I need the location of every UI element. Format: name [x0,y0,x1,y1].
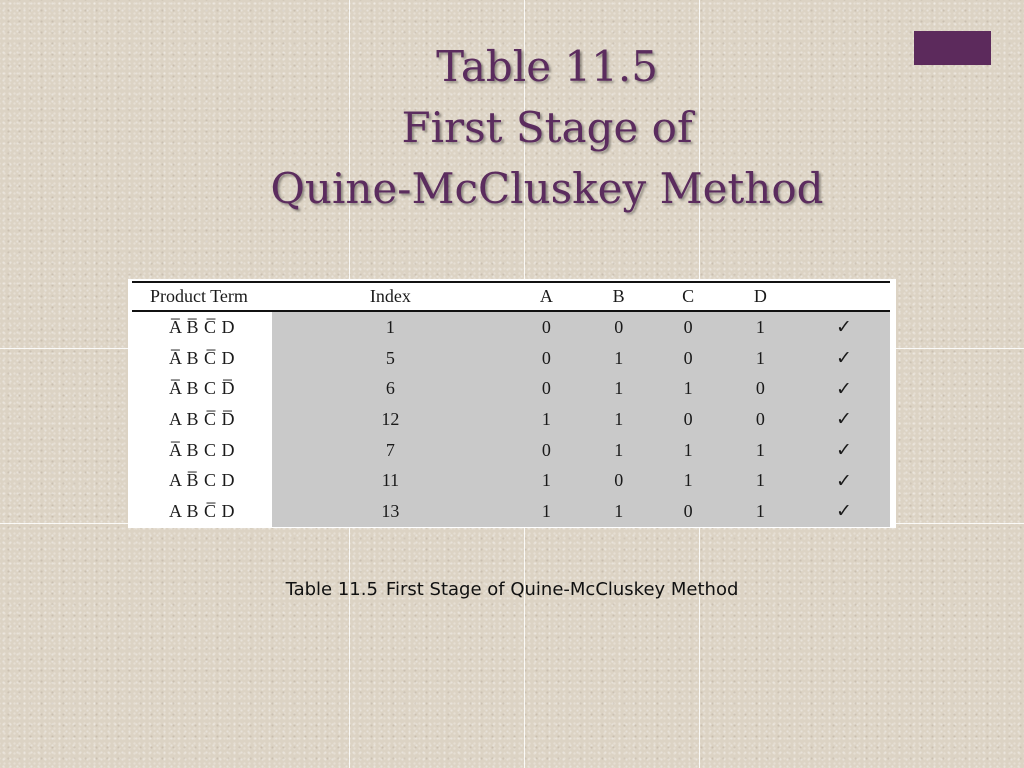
product-term: A̅ B C D [132,435,272,466]
b-cell: 0 [584,311,653,343]
d-cell: 1 [723,435,798,466]
table-row [132,311,890,343]
d-cell: 0 [723,404,798,435]
d-cell: 0 [723,373,798,404]
table-row [132,373,890,404]
table-row [132,343,890,374]
b-cell: 1 [584,373,653,404]
check-icon: ✓ [798,465,890,496]
d-cell: 1 [723,465,798,496]
d-cell: 1 [723,496,798,527]
index-cell: 13 [272,496,509,527]
column-header: D [723,282,798,311]
check-icon: ✓ [798,496,890,527]
index-cell: 11 [272,465,509,496]
b-cell: 1 [584,404,653,435]
c-cell: 0 [653,343,722,374]
a-cell: 0 [509,311,584,343]
table-figure [128,279,896,528]
index-cell: 12 [272,404,509,435]
a-cell: 0 [509,343,584,374]
table-row [132,465,890,496]
check-icon: ✓ [798,343,890,374]
column-header: B [584,282,653,311]
title-line: First Stage of [401,103,693,152]
table-caption [0,579,1024,600]
check-icon: ✓ [798,311,890,343]
title-line: Table 11.5 [436,42,658,91]
caption-text: First Stage of Quine-McCluskey Method [385,579,739,600]
column-header: C [653,282,722,311]
b-cell: 1 [584,496,653,527]
c-cell: 1 [653,465,722,496]
a-cell: 1 [509,404,584,435]
product-term: A B̅ C D [132,465,272,496]
product-term: A̅ B C̅ D [132,343,272,374]
slide-title [0,36,1024,219]
index-cell: 1 [272,311,509,343]
index-cell: 7 [272,435,509,466]
index-cell: 5 [272,343,509,374]
b-cell: 0 [584,465,653,496]
column-header [798,282,890,311]
b-cell: 1 [584,343,653,374]
a-cell: 1 [509,465,584,496]
a-cell: 0 [509,435,584,466]
d-cell: 1 [723,343,798,374]
c-cell: 0 [653,496,722,527]
title-line: Quine-McCluskey Method [270,164,824,213]
index-cell: 6 [272,373,509,404]
product-term: A B C̅ D̅ [132,404,272,435]
column-header: A [509,282,584,311]
column-header: Index [272,282,509,311]
table-row [132,404,890,435]
product-term: A B C̅ D [132,496,272,527]
table-row [132,435,890,466]
d-cell: 1 [723,311,798,343]
quine-mccluskey-table [132,281,890,527]
b-cell: 1 [584,435,653,466]
a-cell: 0 [509,373,584,404]
c-cell: 0 [653,311,722,343]
a-cell: 1 [509,496,584,527]
product-term: A̅ B̅ C̅ D [132,311,272,343]
check-icon: ✓ [798,435,890,466]
check-icon: ✓ [798,404,890,435]
caption-label: Table 11.5 [285,579,378,600]
table-row [132,496,890,527]
check-icon: ✓ [798,373,890,404]
table-header-row [132,282,890,311]
product-term: A̅ B C D̅ [132,373,272,404]
c-cell: 0 [653,404,722,435]
column-header: Product Term [132,282,272,311]
c-cell: 1 [653,373,722,404]
c-cell: 1 [653,435,722,466]
